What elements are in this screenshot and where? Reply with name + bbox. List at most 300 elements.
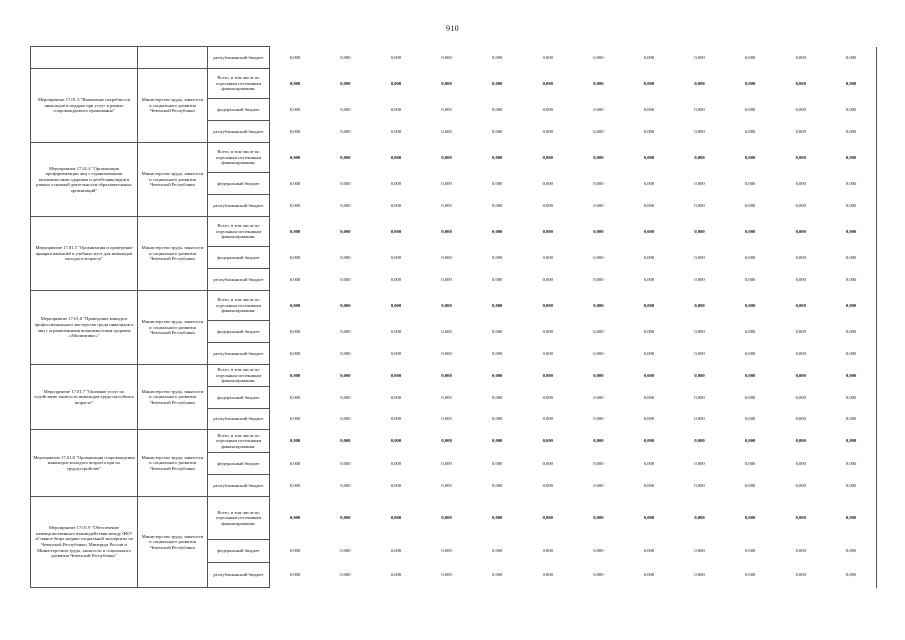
amount-cell: 0,000: [593, 228, 604, 234]
amount-cell: 0,000: [826, 365, 877, 387]
amount-cell: 0,000: [744, 328, 756, 334]
amount-cell: 0,000: [390, 350, 402, 356]
amount-cell: 0,000: [795, 276, 806, 282]
amount-cell: 0,000: [744, 128, 756, 134]
amount-cell: 0,000: [492, 572, 503, 578]
amount-cell: 0,000: [694, 350, 705, 356]
amount-cell: 0,000: [492, 372, 503, 378]
amount-cell: 0,000: [289, 180, 301, 186]
amount-cell: 0,000: [795, 548, 806, 554]
amount-cell: 0,000: [744, 54, 756, 60]
funding-source: федеральный бюджет: [208, 540, 270, 563]
amount-cell: 0,000: [441, 254, 452, 260]
activity-name: Мероприятие 17.01.5 "Организация и проведение ярмарки вакансий и учебных мест для инвалидов молодого возраста": [31, 217, 138, 291]
amount-cell: 0,000: [340, 202, 351, 208]
activity-name: Мероприятие 17.01.7 "Оказание услуг по содействию занятости инвалидов трудоспособного возраста": [31, 365, 138, 430]
amount-cell: 0,000: [795, 416, 806, 422]
amount-cell: 0,000: [289, 80, 301, 86]
amount-cell: 0,000: [340, 416, 351, 422]
amount-cell: 0,000: [694, 80, 705, 86]
amount-cell: 0,000: [441, 228, 452, 234]
amount-cell: 0,000: [694, 416, 705, 422]
amount-cell: 0,000: [492, 106, 503, 112]
amount-cell: 0,000: [826, 540, 877, 563]
amount-cell: 0,000: [593, 180, 604, 186]
amount-cell: 0,000: [744, 438, 756, 444]
amount-cell: 0,000: [795, 228, 806, 234]
amount-cell: 0,000: [441, 438, 452, 444]
table-row: [31, 365, 877, 387]
amount-cell: 0,000: [826, 563, 877, 588]
amount-cell: 0,000: [826, 291, 877, 321]
amount-cell: 0,000: [441, 350, 452, 356]
amount-cell: 0,000: [795, 154, 806, 160]
amount-cell: 0,000: [593, 106, 604, 112]
amount-cell: 0,000: [542, 154, 553, 160]
amount-cell: 0,000: [492, 438, 503, 444]
amount-cell: 0,000: [643, 548, 655, 554]
amount-cell: 0,000: [542, 438, 553, 444]
amount-cell: 0,000: [643, 228, 655, 234]
amount-cell: 0,000: [542, 228, 553, 234]
amount-cell: 0,000: [340, 372, 351, 378]
table-row: [31, 217, 877, 247]
amount-cell: 0,000: [744, 154, 756, 160]
amount-cell: 0,000: [492, 394, 503, 400]
amount-cell: 0,000: [795, 80, 806, 86]
amount-cell: 0,000: [826, 69, 877, 99]
amount-cell: 0,000: [289, 416, 301, 422]
funding-source: республиканский бюджет: [208, 47, 270, 69]
table-row: [31, 47, 877, 69]
amount-cell: 0,000: [492, 254, 503, 260]
amount-cell: 0,000: [542, 328, 553, 334]
amount-cell: 0,000: [542, 276, 553, 282]
amount-cell: 0,000: [289, 394, 301, 400]
funding-source: республиканский бюджет: [208, 269, 270, 291]
amount-cell: 0,000: [593, 572, 604, 578]
amount-cell: 0,000: [441, 154, 452, 160]
financing-table: [30, 46, 877, 588]
amount-cell: 0,000: [340, 548, 351, 554]
amount-cell: 0,000: [289, 228, 301, 234]
amount-cell: 0,000: [694, 460, 705, 466]
amount-cell: 0,000: [492, 80, 503, 86]
amount-cell: 0,000: [542, 515, 553, 521]
amount-cell: 0,000: [340, 350, 351, 356]
amount-cell: 0,000: [744, 276, 756, 282]
amount-cell: 0,000: [340, 54, 351, 60]
amount-cell: 0,000: [744, 106, 756, 112]
amount-cell: 0,000: [492, 154, 503, 160]
amount-cell: 0,000: [795, 515, 806, 521]
amount-cell: 0,000: [744, 202, 756, 208]
executor: Министерство труда, занятости и социального развития Чеченской Республики: [138, 69, 208, 143]
amount-cell: 0,000: [542, 202, 553, 208]
funding-source: федеральный бюджет: [208, 321, 270, 343]
amount-cell: 0,000: [542, 180, 553, 186]
amount-cell: 0,000: [289, 54, 301, 60]
amount-cell: 0,000: [694, 180, 705, 186]
amount-cell: 0,000: [340, 482, 351, 488]
amount-cell: 0,000: [289, 254, 301, 260]
amount-cell: 0,000: [826, 387, 877, 409]
amount-cell: 0,000: [542, 416, 553, 422]
amount-cell: 0,000: [643, 254, 655, 260]
amount-cell: 0,000: [643, 106, 655, 112]
amount-cell: 0,000: [643, 202, 655, 208]
amount-cell: 0,000: [492, 460, 503, 466]
amount-cell: 0,000: [593, 128, 604, 134]
amount-cell: 0,000: [826, 217, 877, 247]
amount-cell: 0,000: [795, 328, 806, 334]
amount-cell: 0,000: [390, 372, 402, 378]
amount-cell: 0,000: [289, 460, 301, 466]
funding-source: республиканский бюджет: [208, 195, 270, 217]
amount-cell: 0,000: [694, 228, 705, 234]
amount-cell: 0,000: [390, 202, 402, 208]
amount-cell: 0,000: [441, 460, 452, 466]
amount-cell: 0,000: [289, 372, 301, 378]
amount-cell: 0,000: [694, 328, 705, 334]
amount-cell: 0,000: [744, 394, 756, 400]
amount-cell: 0,000: [289, 515, 301, 521]
amount-cell: 0,000: [795, 350, 806, 356]
funding-source: Всего, в том числе по отдельным источникам финансирования:: [208, 430, 270, 453]
table-row: [31, 143, 877, 173]
amount-cell: 0,000: [826, 475, 877, 497]
amount-cell: 0,000: [694, 548, 705, 554]
amount-cell: 0,000: [390, 438, 402, 444]
amount-cell: 0,000: [744, 372, 756, 378]
amount-cell: 0,000: [390, 482, 402, 488]
executor: Министерство труда, занятости и социального развития Чеченской Республики: [138, 143, 208, 217]
amount-cell: 0,000: [643, 276, 655, 282]
table-row: [31, 497, 877, 540]
funding-source: Всего, в том числе по отдельным источникам финансирования:: [208, 143, 270, 173]
amount-cell: 0,000: [390, 302, 402, 308]
amount-cell: 0,000: [744, 228, 756, 234]
amount-cell: 0,000: [694, 128, 705, 134]
amount-cell: 0,000: [390, 180, 402, 186]
amount-cell: 0,000: [441, 515, 452, 521]
amount-cell: 0,000: [542, 460, 553, 466]
amount-cell: 0,000: [492, 276, 503, 282]
amount-cell: 0,000: [593, 350, 604, 356]
amount-cell: 0,000: [593, 438, 604, 444]
amount-cell: 0,000: [492, 350, 503, 356]
amount-cell: 0,000: [340, 302, 351, 308]
amount-cell: 0,000: [795, 254, 806, 260]
amount-cell: 0,000: [744, 482, 756, 488]
amount-cell: 0,000: [694, 438, 705, 444]
executor: Министерство труда, занятости и социального развития Чеченской Республики: [138, 430, 208, 497]
amount-cell: 0,000: [643, 128, 655, 134]
amount-cell: 0,000: [826, 99, 877, 121]
amount-cell: 0,000: [694, 202, 705, 208]
amount-cell: 0,000: [593, 416, 604, 422]
amount-cell: 0,000: [694, 572, 705, 578]
amount-cell: 0,000: [542, 106, 553, 112]
amount-cell: 0,000: [441, 394, 452, 400]
amount-cell: 0,000: [542, 254, 553, 260]
amount-cell: 0,000: [643, 482, 655, 488]
amount-cell: 0,000: [593, 460, 604, 466]
activity-name: Мероприятие 17.01.9 "Обеспечение межведомственного взаимодействия между ФКУ «Главное бюро медико-социальной экспертизы по Чеченской Республике» Минтруда России и Министерством труда, занятости и социального развития Чеченской Республики": [31, 497, 138, 588]
amount-cell: 0,000: [593, 54, 604, 60]
amount-cell: 0,000: [390, 80, 402, 86]
amount-cell: 0,000: [340, 106, 351, 112]
amount-cell: 0,000: [542, 548, 553, 554]
amount-cell: 0,000: [694, 106, 705, 112]
amount-cell: 0,000: [492, 515, 503, 521]
amount-cell: 0,000: [492, 128, 503, 134]
amount-cell: 0,000: [390, 154, 402, 160]
funding-source: Всего, в том числе по отдельным источникам финансирования:: [208, 365, 270, 387]
amount-cell: 0,000: [795, 302, 806, 308]
amount-cell: 0,000: [826, 409, 877, 430]
amount-cell: 0,000: [492, 548, 503, 554]
amount-cell: 0,000: [593, 515, 604, 521]
amount-cell: 0,000: [492, 302, 503, 308]
amount-cell: 0,000: [492, 328, 503, 334]
amount-cell: 0,000: [744, 460, 756, 466]
amount-cell: 0,000: [542, 394, 553, 400]
executor: Министерство труда, занятости и социального развития Чеченской Республики: [138, 217, 208, 291]
amount-cell: 0,000: [593, 372, 604, 378]
amount-cell: 0,000: [643, 416, 655, 422]
amount-cell: 0,000: [441, 328, 452, 334]
amount-cell: 0,000: [542, 54, 553, 60]
amount-cell: 0,000: [643, 302, 655, 308]
amount-cell: 0,000: [826, 343, 877, 365]
amount-cell: 0,000: [643, 438, 655, 444]
amount-cell: 0,000: [441, 276, 452, 282]
amount-cell: 0,000: [643, 54, 655, 60]
executor: [138, 47, 208, 69]
amount-cell: 0,000: [826, 247, 877, 269]
amount-cell: 0,000: [694, 302, 705, 308]
amount-cell: 0,000: [441, 302, 452, 308]
amount-cell: 0,000: [441, 180, 452, 186]
amount-cell: 0,000: [744, 416, 756, 422]
amount-cell: 0,000: [643, 394, 655, 400]
amount-cell: 0,000: [795, 482, 806, 488]
amount-cell: 0,000: [593, 276, 604, 282]
amount-cell: 0,000: [289, 548, 301, 554]
amount-cell: 0,000: [744, 302, 756, 308]
activity-name: Мероприятие 17.01.6 "Проведение конкурса профессионального мастерства среди инвалидов и лиц с ограниченными возможностями здоровья «Абилимпикс»": [31, 291, 138, 365]
amount-cell: 0,000: [492, 54, 503, 60]
amount-cell: 0,000: [492, 202, 503, 208]
funding-source: федеральный бюджет: [208, 387, 270, 409]
amount-cell: 0,000: [643, 350, 655, 356]
amount-cell: 0,000: [441, 372, 452, 378]
amount-cell: 0,000: [340, 328, 351, 334]
table-row: [31, 430, 877, 453]
amount-cell: 0,000: [542, 572, 553, 578]
amount-cell: 0,000: [593, 80, 604, 86]
funding-source: федеральный бюджет: [208, 453, 270, 475]
amount-cell: 0,000: [795, 438, 806, 444]
amount-cell: 0,000: [795, 572, 806, 578]
amount-cell: 0,000: [694, 254, 705, 260]
amount-cell: 0,000: [694, 482, 705, 488]
amount-cell: 0,000: [340, 80, 351, 86]
amount-cell: 0,000: [340, 276, 351, 282]
amount-cell: 0,000: [643, 372, 655, 378]
amount-cell: 0,000: [826, 173, 877, 195]
amount-cell: 0,000: [826, 321, 877, 343]
amount-cell: 0,000: [441, 482, 452, 488]
amount-cell: 0,000: [289, 202, 301, 208]
amount-cell: 0,000: [593, 202, 604, 208]
funding-source: республиканский бюджет: [208, 343, 270, 365]
amount-cell: 0,000: [390, 276, 402, 282]
amount-cell: 0,000: [795, 202, 806, 208]
amount-cell: 0,000: [542, 372, 553, 378]
amount-cell: 0,000: [340, 572, 351, 578]
amount-cell: 0,000: [744, 350, 756, 356]
amount-cell: 0,000: [744, 180, 756, 186]
amount-cell: 0,000: [289, 106, 301, 112]
amount-cell: 0,000: [289, 302, 301, 308]
amount-cell: 0,000: [744, 254, 756, 260]
amount-cell: 0,000: [593, 548, 604, 554]
amount-cell: 0,000: [441, 416, 452, 422]
amount-cell: 0,000: [340, 438, 351, 444]
amount-cell: 0,000: [340, 154, 351, 160]
amount-cell: 0,000: [593, 482, 604, 488]
amount-cell: 0,000: [492, 180, 503, 186]
amount-cell: 0,000: [795, 460, 806, 466]
amount-cell: 0,000: [340, 180, 351, 186]
amount-cell: 0,000: [289, 350, 301, 356]
amount-cell: 0,000: [340, 254, 351, 260]
amount-cell: 0,000: [694, 515, 705, 521]
amount-cell: 0,000: [542, 482, 553, 488]
activity-name: Мероприятие 17.01.3 "Выявление потребности инвалидов в подарке при услуг в рамках сопровождаемого проживания": [31, 69, 138, 143]
funding-source: федеральный бюджет: [208, 173, 270, 195]
amount-cell: 0,000: [643, 328, 655, 334]
funding-source: федеральный бюджет: [208, 99, 270, 121]
funding-source: Всего, в том числе по отдельным источникам финансирования:: [208, 291, 270, 321]
amount-cell: 0,000: [826, 497, 877, 540]
funding-source: Всего, в том числе по отдельным источникам финансирования:: [208, 217, 270, 247]
amount-cell: 0,000: [694, 276, 705, 282]
activity-name: Мероприятие 17.01.8 "Организация сопровождения инвалидов молодого возраста при их трудоустройстве": [31, 430, 138, 497]
funding-source: федеральный бюджет: [208, 247, 270, 269]
amount-cell: 0,000: [795, 372, 806, 378]
amount-cell: 0,000: [643, 154, 655, 160]
executor: Министерство труда, занятости и социального развития Чеченской Республики: [138, 497, 208, 588]
amount-cell: 0,000: [826, 430, 877, 453]
amount-cell: 0,000: [289, 128, 301, 134]
amount-cell: 0,000: [390, 394, 402, 400]
amount-cell: 0,000: [340, 228, 351, 234]
amount-cell: 0,000: [542, 350, 553, 356]
amount-cell: 0,000: [795, 106, 806, 112]
amount-cell: 0,000: [826, 453, 877, 475]
amount-cell: 0,000: [492, 228, 503, 234]
amount-cell: 0,000: [390, 328, 402, 334]
amount-cell: 0,000: [826, 47, 877, 69]
amount-cell: 0,000: [694, 372, 705, 378]
funding-source: республиканский бюджет: [208, 409, 270, 430]
amount-cell: 0,000: [390, 128, 402, 134]
amount-cell: 0,000: [289, 328, 301, 334]
amount-cell: 0,000: [694, 394, 705, 400]
page-number: 910: [446, 24, 459, 33]
amount-cell: 0,000: [390, 106, 402, 112]
amount-cell: 0,000: [289, 438, 301, 444]
activity-name: Мероприятие 17.01.4 "Организация профориентации лиц с ограниченными возможностями здоровья и детей-инвалидов в рамках основной деятельности образовательных организаций": [31, 143, 138, 217]
amount-cell: 0,000: [390, 254, 402, 260]
amount-cell: 0,000: [340, 394, 351, 400]
amount-cell: 0,000: [593, 154, 604, 160]
amount-cell: 0,000: [826, 121, 877, 143]
amount-cell: 0,000: [795, 180, 806, 186]
amount-cell: 0,000: [289, 154, 301, 160]
amount-cell: 0,000: [441, 202, 452, 208]
amount-cell: 0,000: [441, 54, 452, 60]
amount-cell: 0,000: [340, 515, 351, 521]
amount-cell: 0,000: [289, 482, 301, 488]
table-row: [31, 69, 877, 99]
funding-source: Всего, в том числе по отдельным источникам финансирования:: [208, 69, 270, 99]
executor: Министерство труда, занятости и социального развития Чеченской Республики: [138, 365, 208, 430]
amount-cell: 0,000: [390, 228, 402, 234]
amount-cell: 0,000: [441, 128, 452, 134]
amount-cell: 0,000: [694, 54, 705, 60]
amount-cell: 0,000: [795, 394, 806, 400]
amount-cell: 0,000: [390, 416, 402, 422]
amount-cell: 0,000: [826, 195, 877, 217]
amount-cell: 0,000: [289, 276, 301, 282]
executor: Министерство труда, занятости и социального развития Чеченской Республики: [138, 291, 208, 365]
amount-cell: 0,000: [593, 394, 604, 400]
amount-cell: 0,000: [744, 572, 756, 578]
amount-cell: 0,000: [593, 254, 604, 260]
amount-cell: 0,000: [492, 416, 503, 422]
activity-name: [31, 47, 138, 69]
amount-cell: 0,000: [441, 572, 452, 578]
table-row: [31, 291, 877, 321]
amount-cell: 0,000: [390, 460, 402, 466]
amount-cell: 0,000: [390, 515, 402, 521]
amount-cell: 0,000: [593, 328, 604, 334]
amount-cell: 0,000: [492, 482, 503, 488]
amount-cell: 0,000: [340, 128, 351, 134]
amount-cell: 0,000: [795, 54, 806, 60]
amount-cell: 0,000: [826, 143, 877, 173]
amount-cell: 0,000: [390, 548, 402, 554]
amount-cell: 0,000: [441, 106, 452, 112]
amount-cell: 0,000: [542, 302, 553, 308]
amount-cell: 0,000: [795, 128, 806, 134]
amount-cell: 0,000: [593, 302, 604, 308]
amount-cell: 0,000: [826, 269, 877, 291]
amount-cell: 0,000: [542, 128, 553, 134]
funding-source: республиканский бюджет: [208, 563, 270, 588]
funding-source: республиканский бюджет: [208, 121, 270, 143]
amount-cell: 0,000: [390, 572, 402, 578]
amount-cell: 0,000: [643, 180, 655, 186]
funding-source: Всего, в том числе по отдельным источникам финансирования:: [208, 497, 270, 540]
amount-cell: 0,000: [340, 460, 351, 466]
amount-cell: 0,000: [441, 80, 452, 86]
amount-cell: 0,000: [694, 154, 705, 160]
